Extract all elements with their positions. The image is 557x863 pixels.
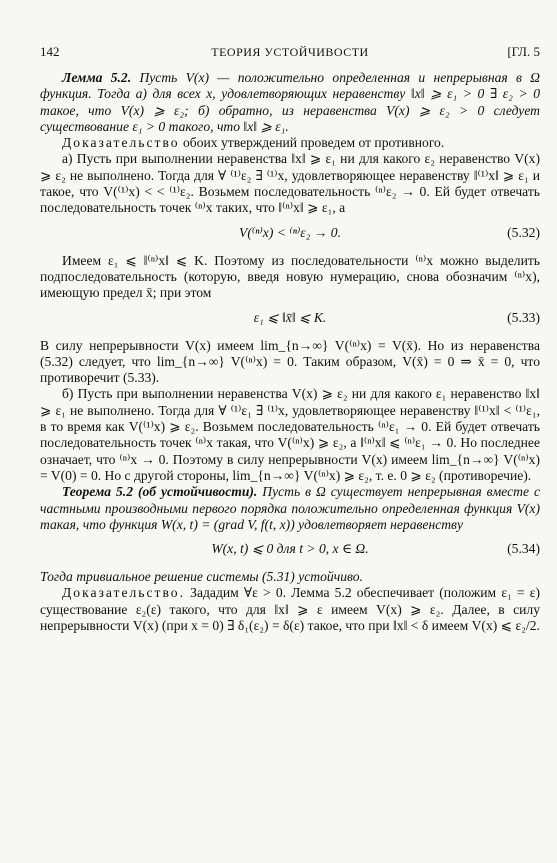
proof-paragraph: [40, 585, 540, 634]
lemma-heading: Лемма 5.2.: [62, 70, 132, 85]
lemma-text: Пусть V(x) — положительно определенная и непрерывная в Ω функция. Тогда а) для всех x, удовлетворяющих неравенству ‖x‖ ⩾ ε₁ > 0 ∃ ε₂ > 0 такое, что V(x) ⩾ ε₂; б) обратно, из неравенства V(x) ⩾ ε₂ > 0 следует существование ε₁ > 0 такого, что ‖x‖ ⩾ ε₁.: [40, 70, 541, 134]
equation-5-33: [40, 310, 540, 332]
para-a2: Имеем ε₁ ⩽ ‖⁽ⁿ⁾x‖ ⩽ K. Поэтому из последовательности ⁽ⁿ⁾x можно выделить подпоследовательность (которую, введя новую нумерацию, снова обозначим ⁽ⁿ⁾x), имеющую предел x̄; при этом: [40, 252, 540, 301]
para-b: б) Пусть при выполнении неравенства V(x) ⩾ ε₂ ни для какого ε₁ неравенство ‖x‖ ⩾ ε₁ не выполнено. Тогда для ∀ ⁽¹⁾ε₁ ∃ ⁽¹⁾x, удовлетворяющее неравенству ‖⁽¹⁾x‖ < ⁽¹⁾ε₁, в то время как V(⁽¹⁾x) ⩾ ε₂. Возьмем последовательность ⁽ⁿ⁾ε₁ → 0. Ей будет отвечать последовательность точек ⁽ⁿ⁾x такая, что V(⁽ⁿ⁾x) ⩾ ε₂, а ‖⁽ⁿ⁾x‖ ⩽ ⁽ⁿ⁾ε₁ → 0. Но последнее означает, что ⁽ⁿ⁾x → 0. Поэтому в силу непрерывности V(x) имеем lim_{n→∞} V(⁽ⁿ⁾x) = V(0) = 0. Но с другой стороны, lim_{n→∞} V(⁽ⁿ⁾x) ⩾ ε₂, т. е. 0 ⩾ ε₂ (противоречие).: [40, 386, 540, 483]
chapter-marker: [ГЛ. 5: [507, 44, 540, 59]
equation-formula: V(⁽ⁿ⁾x) < ⁽ⁿ⁾ε₂ → 0.: [239, 224, 341, 240]
proof-lead: Доказательство: [62, 135, 180, 151]
page-header: [40, 44, 540, 62]
equation-number: (5.32): [507, 224, 540, 240]
proof-lead: Доказательство.: [62, 585, 186, 601]
equation-formula: W(x, t) ⩽ 0 для t > 0, x ∈ Ω.: [211, 541, 369, 557]
equation-5-34: [40, 541, 540, 563]
theorem-paragraph: [40, 484, 540, 533]
theorem-text: Пусть в Ω существует непрерывная вместе с частными производными первого порядка положительно определенная функция V(x) такая, что функция W(x, t) = (grad V, f(t, x)) удовлетворяет неравенству: [40, 484, 540, 532]
theorem-conclusion: Тогда тривиальное решение системы (5.31) устойчиво.: [40, 569, 363, 585]
proof-intro-text: обоих утверждений проведем от противного.: [179, 135, 445, 151]
lemma-paragraph: [40, 70, 540, 135]
theorem-heading: Теорема 5.2 (об устойчивости).: [62, 484, 258, 500]
para-a: а) Пусть при выполнении неравенства ‖x‖ ⩾ ε₁ ни для какого ε₂ неравенство V(x) ⩾ ε₂ не выполнено. Тогда для ∀ ⁽¹⁾ε₂ ∃ ⁽¹⁾x, удовлетворяющее неравенству ‖⁽¹⁾x‖ ⩾ ε₁ и такое, что V(⁽¹⁾x) < < ⁽¹⁾ε₂. Возьмем последовательность ⁽ⁿ⁾ε₂ → 0. Ей будет отвечать последовательность точек ⁽ⁿ⁾x таких, что ‖⁽ⁿ⁾x‖ ⩾ ε₁, а: [40, 151, 540, 216]
page-body: [40, 70, 540, 634]
running-title: ТЕОРИЯ УСТОЙЧИВОСТИ: [211, 45, 369, 59]
equation-number: (5.33): [507, 309, 540, 325]
equation-number: (5.34): [507, 541, 540, 557]
proof-intro: [40, 135, 540, 151]
equation-formula: ε₁ ⩽ ‖x̄‖ ⩽ K.: [253, 309, 327, 325]
page-number: 142: [40, 44, 60, 59]
para-a3: В силу непрерывности V(x) имеем lim_{n→∞} V(⁽ⁿ⁾x) = V(x̄). Но из неравенства (5.32) следует, что lim_{n→∞} V(⁽ⁿ⁾x) = 0. Таким образом, V(x̄) = 0 ⇒ x̄ = 0, что противоречит (5.33).: [40, 337, 540, 386]
equation-5-32: [40, 225, 540, 247]
proof-text: Зададим ∀ε > 0. Лемма 5.2 обеспечивает (положим ε₁ = ε) существование ε₂(ε) такого, что для ‖x‖ ⩾ ε имеем V(x) ⩾ ε₂. Далее, в силу непрерывности V(x) (при x = 0) ∃ δ₁(ε₂) = δ(ε) такое, что при ‖x‖ < δ имеем V(x) ⩽ ε₂/2.: [40, 585, 540, 634]
